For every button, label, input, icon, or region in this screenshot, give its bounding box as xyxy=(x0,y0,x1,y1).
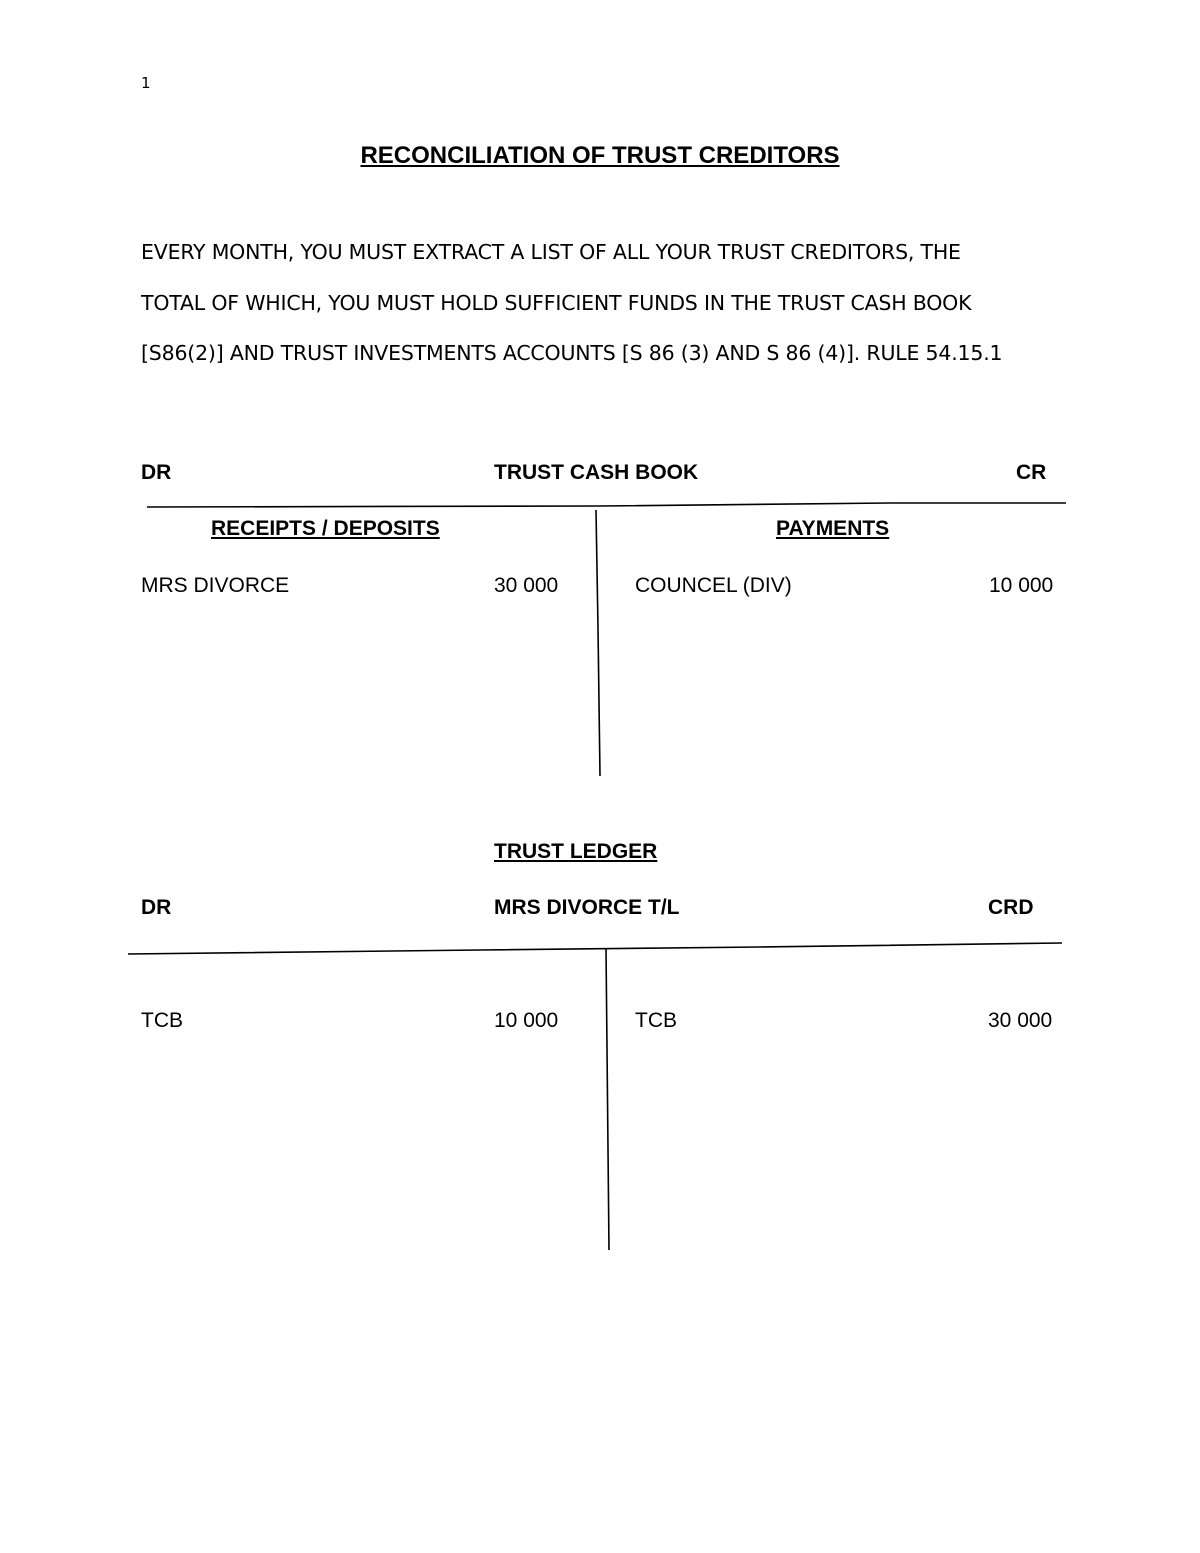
payment-amount: 10 000 xyxy=(989,574,1054,597)
cash-book-vertical-rule xyxy=(596,510,600,776)
ledger-credit-amount: 30 000 xyxy=(988,1009,1053,1032)
intro-line-2: TOTAL OF WHICH, YOU MUST HOLD SUFFICIENT FUNDS IN THE TRUST CASH BOOK xyxy=(141,290,972,315)
ledger-debit-description: TCB xyxy=(141,1009,183,1032)
cash-book-title: TRUST CASH BOOK xyxy=(494,461,699,484)
cash-book-cr-label: CR xyxy=(1016,461,1047,484)
cash-book-dr-label: DR xyxy=(141,461,172,484)
payment-description: COUNCEL (DIV) xyxy=(635,574,792,597)
receipt-description: MRS DIVORCE xyxy=(141,574,290,597)
ledger-horizontal-rule xyxy=(128,943,1062,954)
ledger-title: MRS DIVORCE T/L xyxy=(494,896,680,919)
ledger-dr-label: DR xyxy=(141,896,172,919)
ledger-heading: TRUST LEDGER xyxy=(494,840,658,863)
intro-line-1: EVERY MONTH, YOU MUST EXTRACT A LIST OF ALL YOUR TRUST CREDITORS, THE xyxy=(141,240,961,264)
ledger-cr-label: CRD xyxy=(988,896,1034,919)
ledger-credit-description: TCB xyxy=(635,1009,677,1032)
payments-heading: PAYMENTS xyxy=(776,517,890,540)
page-number: 1 xyxy=(141,74,151,92)
intro-line-3: [S86(2)] AND TRUST INVESTMENTS ACCOUNTS [S 86 (3) AND S 86 (4)]. RULE 54.15.1 xyxy=(141,341,1003,365)
ledger-debit-amount: 10 000 xyxy=(494,1009,559,1032)
receipt-amount: 30 000 xyxy=(494,574,559,597)
cash-book-horizontal-rule xyxy=(147,503,1066,507)
receipts-heading: RECEIPTS / DEPOSITS xyxy=(211,517,440,540)
ledger-vertical-rule xyxy=(606,948,609,1250)
document-title: RECONCILIATION OF TRUST CREDITORS xyxy=(360,142,840,169)
